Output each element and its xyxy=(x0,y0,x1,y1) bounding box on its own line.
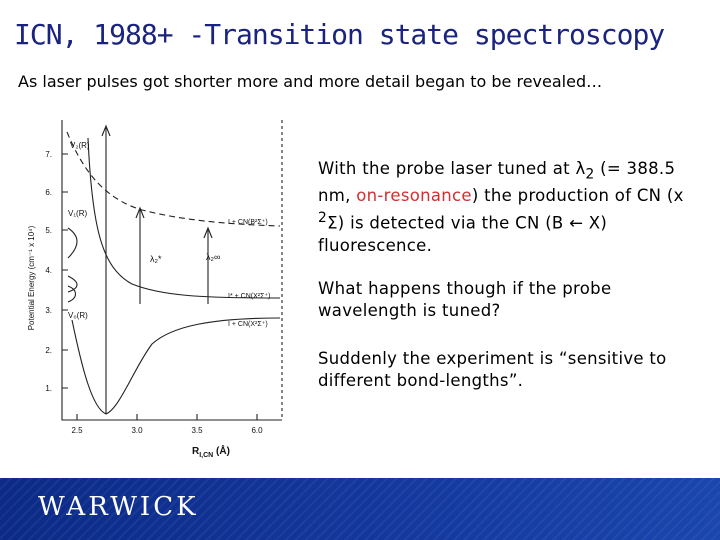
slide-subtitle: As laser pulses got shorter more and more detail began to be revealed… xyxy=(18,72,603,91)
slide-title: ICN, 1988+ -Transition state spectroscopy xyxy=(14,18,665,51)
y-tick: 7. xyxy=(45,150,52,159)
cn-x-star-label: I* + CN(X²Σ⁺) xyxy=(228,293,271,300)
v2-curve xyxy=(67,132,280,226)
y-axis-label: Potential Energy (cm⁻¹ x 10⁴) xyxy=(27,225,36,331)
wavepacket xyxy=(68,228,77,302)
lambda-star-label: λ₂* xyxy=(150,254,162,264)
x-tick: 3.5 xyxy=(191,426,203,435)
x-tick: 3.0 xyxy=(131,426,143,435)
y-tick: 4. xyxy=(45,266,52,275)
y-tick: 5. xyxy=(45,226,52,235)
y-tick: 2. xyxy=(45,346,52,355)
v0-curve xyxy=(72,318,280,414)
axes xyxy=(62,120,282,420)
warwick-logo: WARWICK xyxy=(38,492,199,522)
lambda-inf-label: λ₂∞ xyxy=(206,252,221,262)
paragraph-probe-resonance: With the probe laser tuned at $\lambda_2$ (= 388.5 nm, on-resonance) the production of CN (x $^2$Σ) is detected via the CN (B ← X) fluorescence. xyxy=(318,159,684,255)
potential-energy-figure xyxy=(22,108,312,468)
y-tick: 6. xyxy=(45,188,52,197)
x-tick: 2.5 xyxy=(71,426,83,435)
x-tick: 6.0 xyxy=(251,426,263,435)
x-axis-label: $R_{I,CN}$ (Å) xyxy=(192,446,230,459)
v1-label: V₁(R) xyxy=(68,209,88,218)
footer-bar xyxy=(0,478,720,540)
paragraph-sensitivity: Suddenly the experiment is “sensitive to different bond-lengths”. xyxy=(318,349,667,390)
v2-label: V₂(R) xyxy=(70,141,90,150)
v0-label: V₀(R) xyxy=(68,311,88,320)
y-tick: 3. xyxy=(45,306,52,315)
y-tick: 1. xyxy=(45,384,52,393)
cn-x-label: I + CN(X²Σ⁺) xyxy=(228,321,268,328)
cn-b-label: I + CN(B²Σ⁺) xyxy=(228,219,268,226)
on-resonance-highlight: on-resonance xyxy=(356,186,472,206)
paragraph-question: What happens though if the probe wavelength is tuned? xyxy=(318,279,612,320)
